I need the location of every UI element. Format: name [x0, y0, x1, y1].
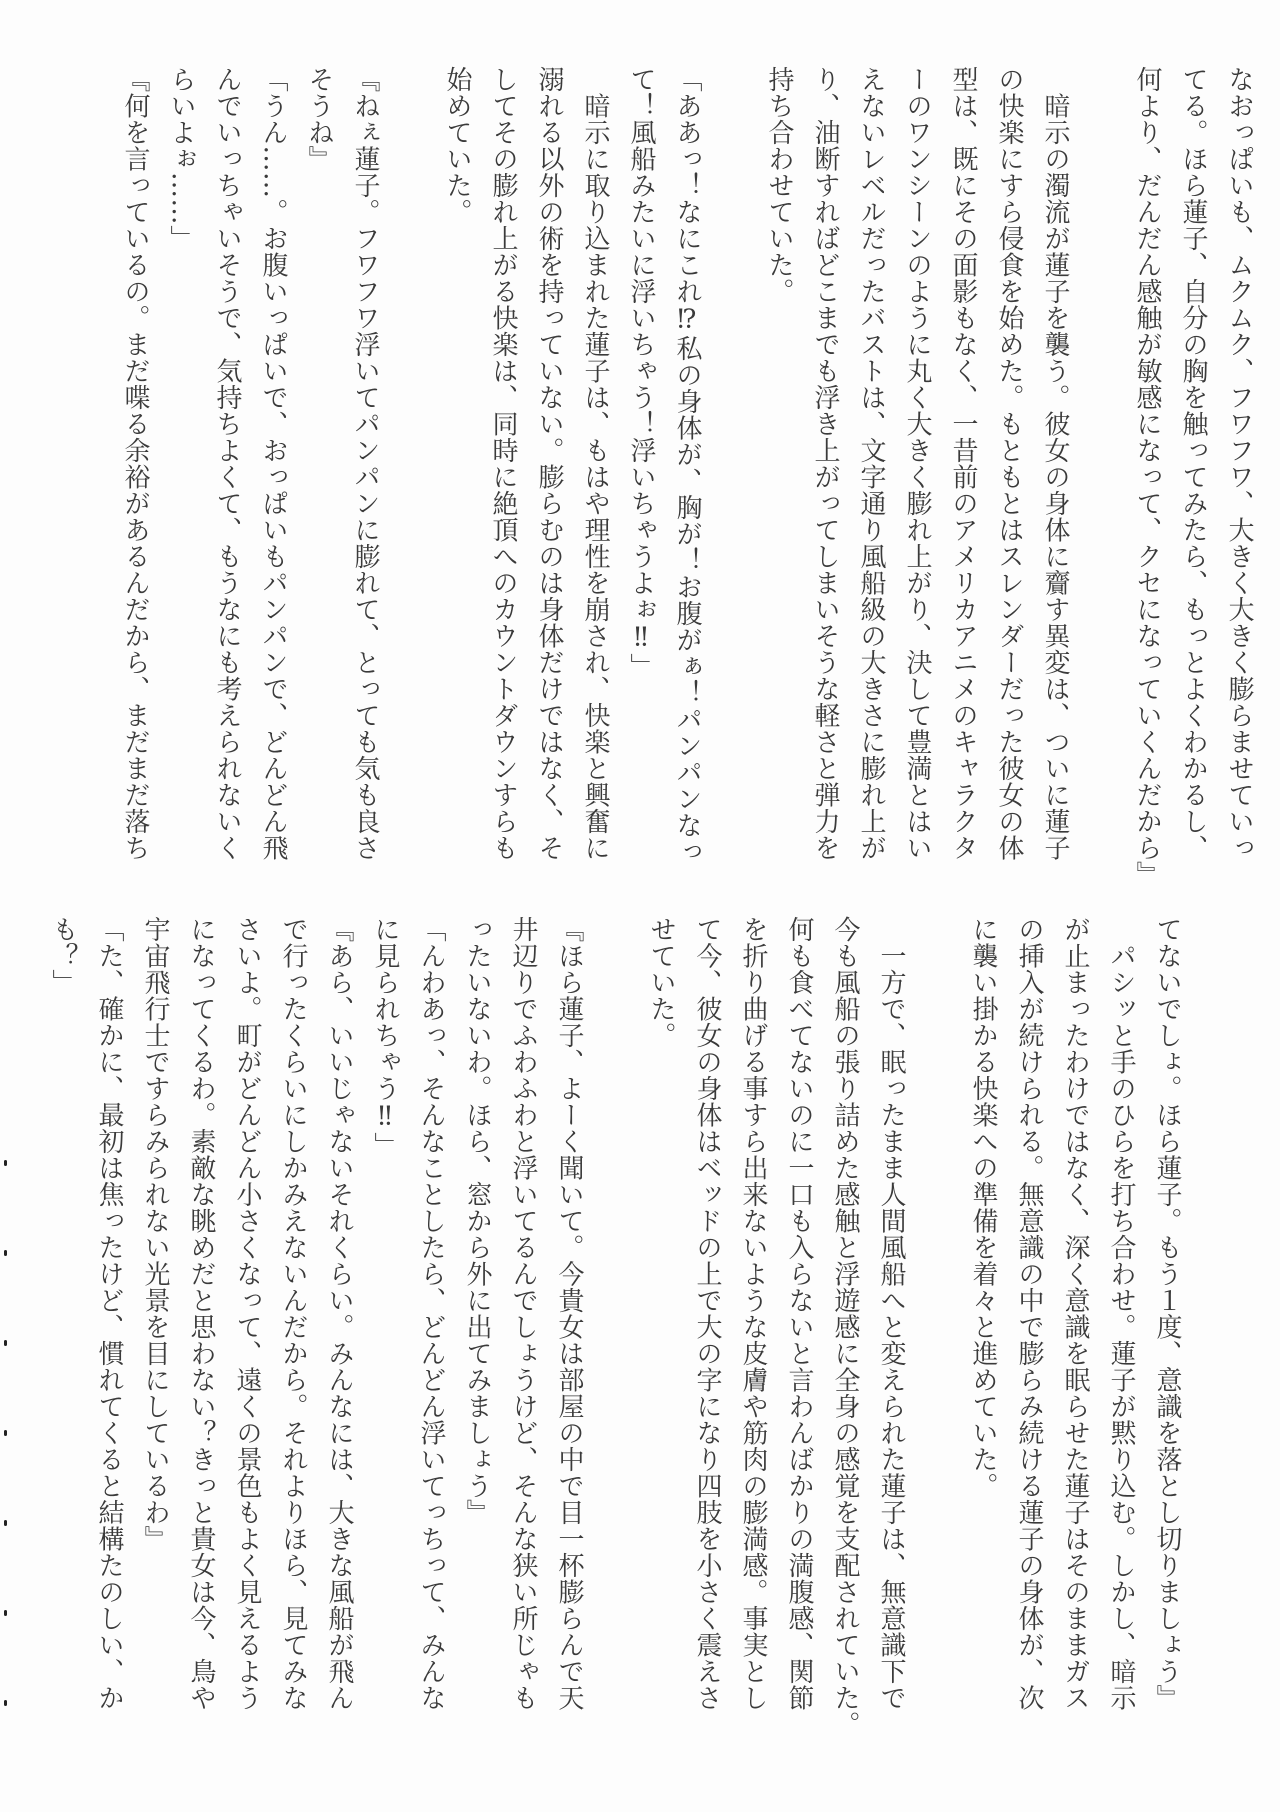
- text-line: に見られちゃう‼」: [370, 916, 400, 1159]
- scan-mark: [4, 1430, 7, 1436]
- text-line: が止まったわけではなく、深く意識を眠らせた蓮子はそのままガス: [1060, 916, 1090, 1711]
- text-line: なおっぱいも、ムクムク、フワフワ、大きく大きく膨らませていっ: [1224, 66, 1254, 861]
- text-line: になってくるわ。素敵な眺めだと思わない？きっと貴女は今、鳥や: [186, 916, 216, 1711]
- text-line: 何より、だんだん感触が敏感になって、クセになっていくんだから』: [1132, 66, 1162, 888]
- text-line: ーのワンシーンのように丸く大きく膨れ上がり、決して豊満とはい: [902, 66, 932, 861]
- text-line: てないでしょ。ほら蓮子。もう１度、意識を落とし切りましょう』: [1152, 916, 1182, 1711]
- text-line: 溺れる以外の術を持っていない。膨らむのは身体だけではなく、そ: [534, 66, 564, 861]
- scan-mark: [4, 1340, 7, 1346]
- text-line: 今も風船の張り詰めた感触と浮遊感に全身の感覚を支配されていた。: [830, 916, 860, 1738]
- text-line: 「うん……。お腹いっぱいで、おっぱいもパンパンで、どんどん飛: [258, 66, 288, 861]
- text-line: の快楽にすら侵食を始めた。もともとはスレンダーだった彼女の体: [994, 66, 1024, 861]
- scan-mark: [4, 1520, 7, 1526]
- text-line: も？」: [48, 916, 78, 996]
- text-line: 宇宙飛行士ですらみられない光景を目にしているわ』: [140, 916, 170, 1552]
- text-line: [592, 916, 638, 1776]
- text-line: 「ああっ！なにこれ⁉私の身体が、胸が！お腹がぁ！パンパンなっ: [672, 66, 702, 865]
- text-line: 一方で、眠ったまま人間風船へと変えられた蓮子は、無意識下で: [876, 916, 906, 1711]
- text-line: 『何を言っているの。まだ喋る余裕があるんだから、まだまだ落ち: [120, 66, 150, 861]
- scan-mark: [4, 1700, 7, 1706]
- text-line: 『ほら蓮子、よーく聞いて。今貴女は部屋の中で目一杯膨らんで天: [554, 916, 584, 1711]
- text-line: の挿入が続けられる。無意識の中で膨らみ続ける蓮子の身体が、次: [1014, 916, 1044, 1711]
- text-line: ったいないわ。ほら、窓から外に出てみましょう』: [462, 916, 492, 1526]
- text-line: [914, 916, 960, 1776]
- text-block-top: [112, 66, 1262, 906]
- text-line: んでいっちゃいそうで、気持ちよくて、もうなにも考えられないく: [212, 66, 242, 861]
- text-line: [1078, 66, 1124, 906]
- text-line: えないレベルだったバストは、文字通り風船級の大きさに膨れ上が: [856, 66, 886, 861]
- text-line: 暗示の濁流が蓮子を襲う。彼女の身体に齎す異変は、ついに蓮子: [1040, 66, 1070, 861]
- text-line: に襲い掛かる快楽への準備を着々と進めていた。: [968, 916, 998, 1499]
- text-line: 持ち合わせていた。: [764, 66, 794, 305]
- text-line: 『ねぇ蓮子。フワフワ浮いてパンパンに膨れて、とっても気も良さ: [350, 66, 380, 861]
- scan-mark: [4, 1160, 7, 1166]
- text-line: [710, 66, 756, 906]
- text-line: さいよ。町がどんどん小さくなって、遠くの景色もよく見えるよう: [232, 916, 262, 1711]
- text-line: を折り曲げる事すら出来ないような皮膚や筋肉の膨満感。事実とし: [738, 916, 768, 1711]
- text-line: 何も食べてないのに一口も入らないと言わんばかりの満腹感、関節: [784, 916, 814, 1711]
- text-line: してその膨れ上がる快楽は、同時に絶頂へのカウントダウンすらも: [488, 66, 518, 861]
- scan-mark: [4, 1250, 7, 1256]
- text-line: 井辺りでふわふわと浮いてるんでしょうけど、そんな狭い所じゃも: [508, 916, 538, 1711]
- text-line: り、油断すればどこまでも浮き上がってしまいそうな軽さと弾力を: [810, 66, 840, 861]
- text-line: で行ったくらいにしかみえないんだから。それよりほら、見てみな: [278, 916, 308, 1711]
- text-line: パシッと手のひらを打ち合わせ。蓮子が黙り込む。しかし、暗示: [1106, 916, 1136, 1711]
- text-line: 暗示に取り込まれた蓮子は、もはや理性を崩され、快楽と興奮に: [580, 66, 610, 861]
- text-line: 「た、確かに、最初は焦ったけど、慣れてくると結構たのしい、か: [94, 916, 124, 1711]
- text-line: せていた。: [646, 916, 676, 1049]
- text-line: そうね』: [304, 66, 334, 172]
- text-line: らいよぉ……」: [166, 66, 196, 252]
- text-line: て今、彼女の身体はベッドの上で大の字になり四肢を小さく震えさ: [692, 916, 722, 1711]
- text-line: [388, 66, 434, 906]
- text-line: 型は、既にその面影もなく、一昔前のアメリカアニメのキャラクタ: [948, 66, 978, 861]
- text-block-bottom: [40, 916, 1190, 1776]
- text-line: てる。ほら蓮子、自分の胸を触ってみたら、もっとよくわかるし、: [1178, 66, 1208, 861]
- text-line: 『あら、いいじゃないそれくらい。みんなには、大きな風船が飛ん: [324, 916, 354, 1711]
- text-line: 「んわあっ、そんなことしたら、どんどん浮いてっちって、みんな: [416, 916, 446, 1711]
- scan-mark: [4, 1610, 7, 1616]
- text-line: て！風船みたいに浮いちゃう！浮いちゃうよぉ‼」: [626, 66, 656, 680]
- text-line: 始めていた。: [442, 66, 472, 225]
